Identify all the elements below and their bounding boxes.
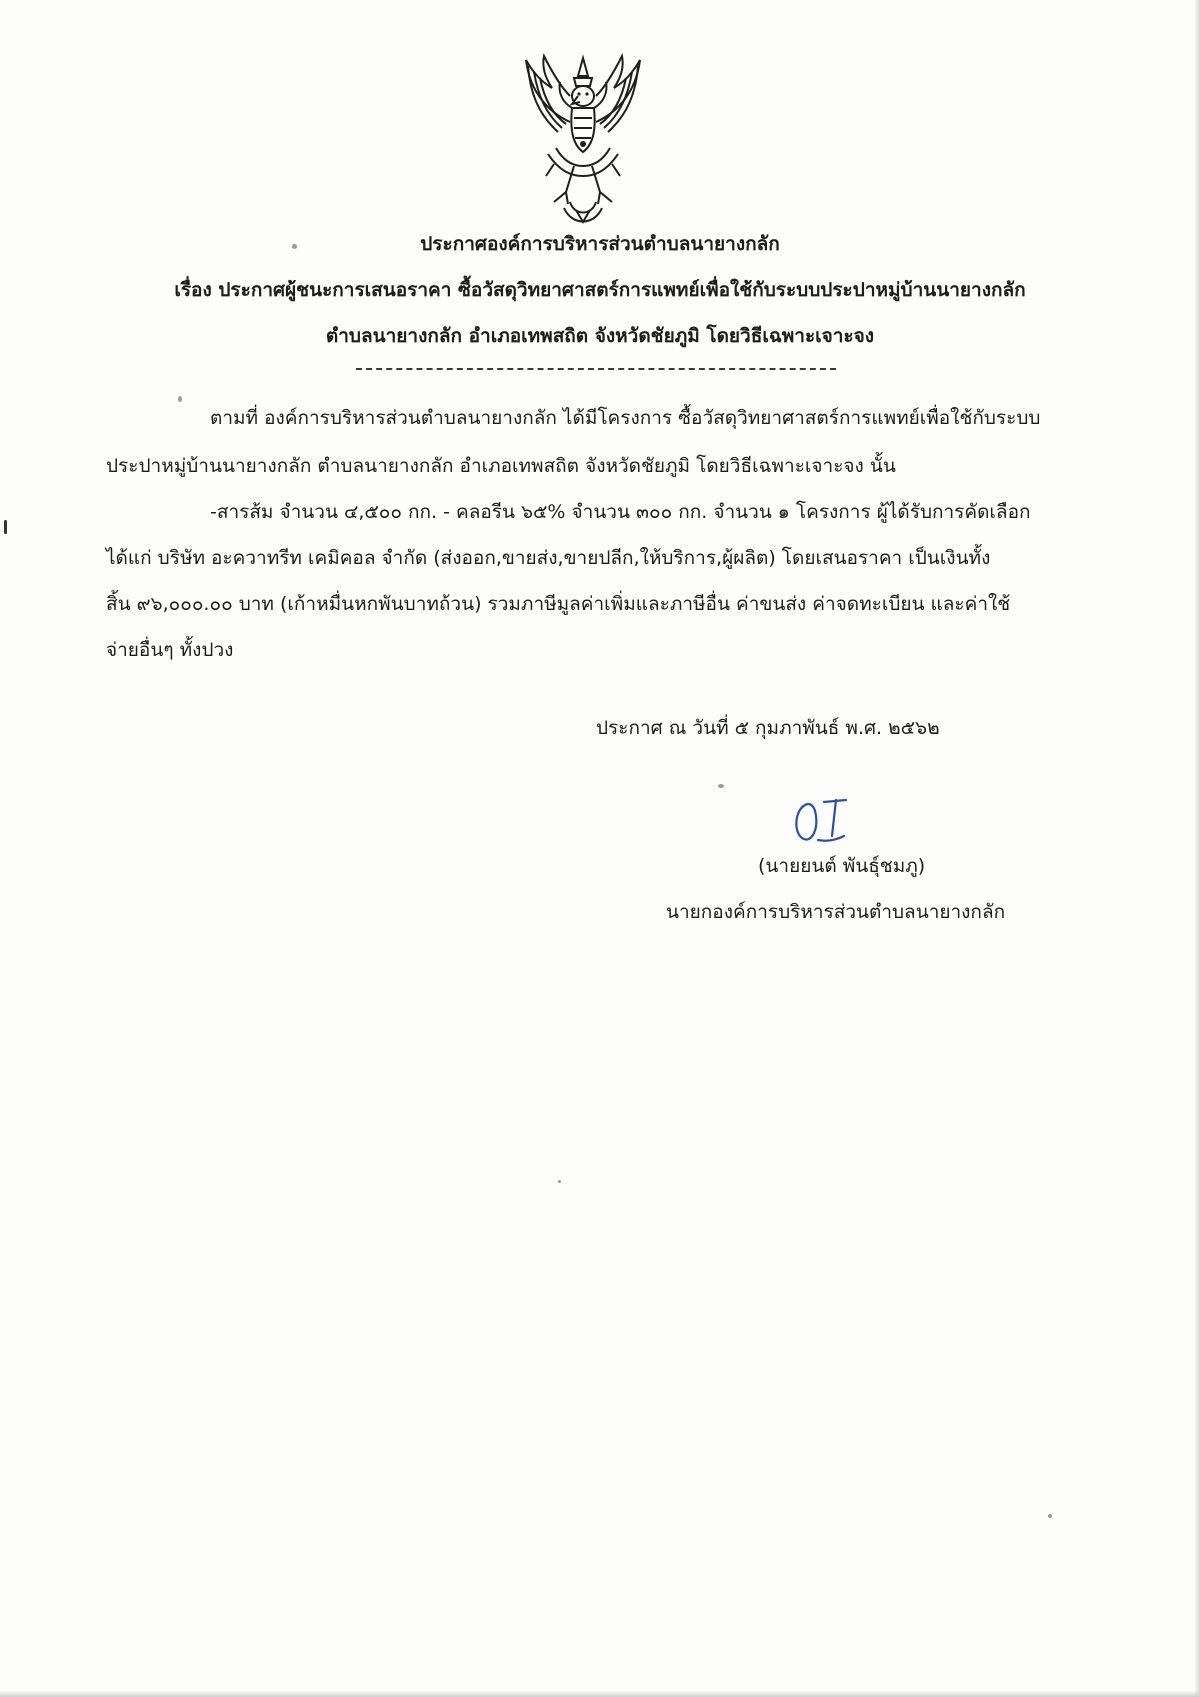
scan-speck (178, 396, 182, 402)
org-title: ประกาศองค์การบริหารส่วนตำบลนายางกลัก (420, 233, 780, 255)
scan-speck (292, 244, 297, 249)
paragraph-2-line-3: สิ้น ๙๖,๐๐๐.๐๐ บาท (เก้าหมื่นหกพันบาทถ้วน) รวมภาษีมูลค่าเพิ่มและภาษีอื่น ค่าขนส่ง ค่าจดทะเบียน และค่าใช้ (106, 593, 1011, 615)
scan-speck (718, 784, 724, 788)
paragraph-2-line-2: ได้แก่ บริษัท อะควาทรีท เคมิคอล จำกัด (ส่งออก,ขายส่ง,ขายปลีก,ให้บริการ,ผู้ผลิต) โดยเสนอราคา เป็นเงินทั้ง (106, 547, 991, 569)
subject-line-1: เรื่อง ประกาศผู้ชนะการเสนอราคา ซื้อวัสดุวิทยาศาสตร์การแพทย์เพื่อใช้กับระบบประปาหมู่บ้านนายางกลัก (174, 279, 1026, 301)
scan-speck (558, 1180, 561, 1183)
paragraph-1-line-1: ตามที่ องค์การบริหารส่วนตำบลนายางกลัก ได้มีโครงการ ซื้อวัสดุวิทยาศาสตร์การแพทย์เพื่อใช้กับระบบ (210, 407, 1041, 429)
scan-edge-right (1194, 0, 1200, 1697)
scan-edge-bottom (0, 1691, 1200, 1697)
paragraph-1-line-2: ประปาหมู่บ้านนายางกลัก ตำบลนายางกลัก อำเภอเทพสถิต จังหวัดชัยภูมิ โดยวิธีเฉพาะเจาะจง นั้น (106, 455, 896, 477)
paragraph-2-line-1: -สารส้ม จำนวน ๔,๕๐๐ กก. - คลอรีน ๖๕% จำนวน ๓๐๐ กก. จำนวน ๑ โครงการ ผู้ได้รับการคัดเลือก (210, 501, 1031, 523)
signature-mark (788, 796, 878, 856)
subject-line-2: ตำบลนายางกลัก อำเภอเทพสถิต จังหวัดชัยภูมิ โดยวิธีเฉพาะเจาะจง (325, 325, 875, 347)
signer-name: (นายยนต์ พันธุ์ชมภู) (758, 855, 926, 877)
scan-speck (4, 520, 7, 534)
signer-position: นายกองค์การบริหารส่วนตำบลนายางกลัก (666, 901, 1006, 923)
announce-date: ประกาศ ณ วันที่ ๕ กุมภาพันธ์ พ.ศ. ๒๕๖๒ (596, 717, 940, 739)
separator-rule (356, 368, 836, 370)
garuda-emblem-icon (508, 52, 658, 228)
paragraph-2-line-4: จ่ายอื่นๆ ทั้งปวง (106, 639, 234, 661)
scan-speck (1048, 1514, 1052, 1518)
